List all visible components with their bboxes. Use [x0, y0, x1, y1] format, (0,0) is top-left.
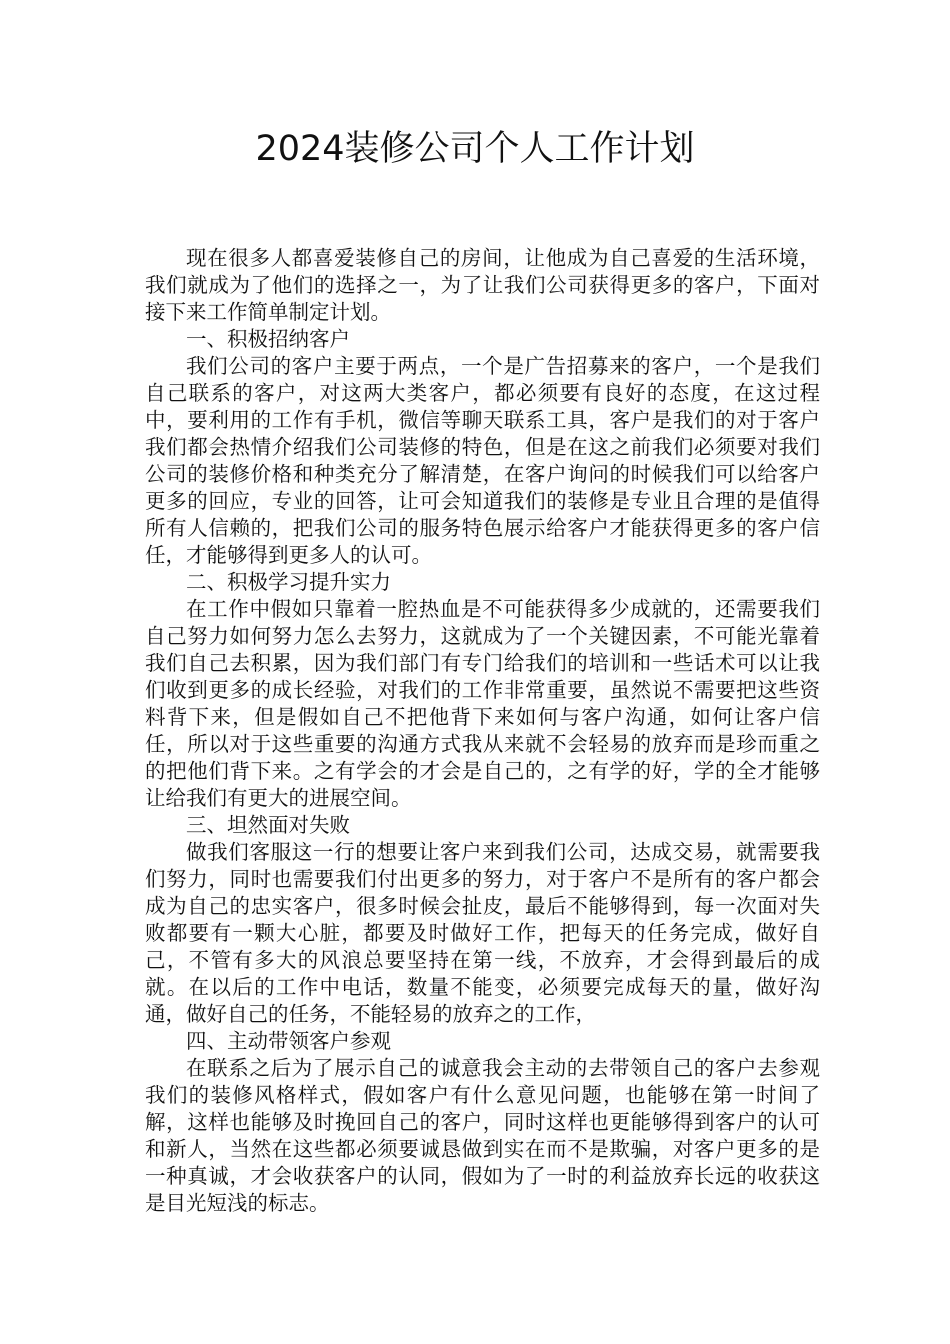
intro-paragraph: 现在很多人都喜爱装修自己的房间，让他成为自己喜爱的生活环境，我们就成为了他们的选择之一，为了让我们公司获得更多的客户，下面对接下来工作简单制定计划。	[145, 246, 820, 324]
section-paragraph-2: 在工作中假如只靠着一腔热血是不可能获得多少成就的，还需要我们自己努力如何努力怎么去努力，这就成为了一个关键因素，不可能光靠着我们自己去积累，因为我们部门有专门给我们的培训和一些话术可以让我们收到更多的成长经验，对我们的工作非常重要，虽然说不需要把这些资料背下来，但是假如自己不把他背下来如何与客户沟通，如何让客户信任，所以对于这些重要的沟通方式我从来就不会轻易的放弃而是珍而重之的把他们背下来。之有学会的才会是自己的，之有学的好，学的全才能够让给我们有更大的进展空间。	[145, 597, 820, 810]
section-heading-4: 四、主动带领客户参观	[186, 1029, 391, 1053]
section-paragraph-4: 在联系之后为了展示自己的诚意我会主动的去带领自己的客户去参观我们的装修风格样式，假如客户有什么意见问题，也能够在第一时间了解，这样也能够及时挽回自己的客户，同时这样也更能够得到客户的认可和新人，当然在这些都必须要诚恳做到实在而不是欺骗，对客户更多的是一种真诚，才会收获客户的认同，假如为了一时的利益放弃长远的收获这是目光短浅的标志。	[145, 1056, 820, 1215]
document-title: 2024装修公司个人工作计划	[255, 129, 695, 169]
section-paragraph-3: 做我们客服这一行的想要让客户来到我们公司，达成交易，就需要我们努力，同时也需要我们付出更多的努力，对于客户不是所有的客户都会成为自己的忠实客户，很多时候会扯皮，最后不能够得到，每一次面对失败都要有一颗大心脏，都要及时做好工作，把每天的任务完成，做好自己，不管有多大的风浪总要坚持在第一线，不放弃，才会得到最后的成就。在以后的工作中电话，数量不能变，必须要完成每天的量，做好沟通，做好自己的任务，不能轻易的放弃之的工作，	[145, 840, 820, 1026]
section-heading-2: 二、积极学习提升实力	[186, 570, 391, 594]
section-heading-3: 三、坦然面对失败	[186, 813, 350, 837]
document-body	[145, 245, 820, 1217]
section-paragraph-1: 我们公司的客户主要于两点，一个是广告招募来的客户，一个是我们自己联系的客户，对这两大类客户，都必须要有良好的态度，在这过程中，要利用的工作有手机，微信等聊天联系工具，客户是我们的对于客户我们都会热情介绍我们公司装修的特色，但是在这之前我们必须要对我们公司的装修价格和种类充分了解清楚，在客户询问的时候我们可以给客户更多的回应，专业的回答，让可会知道我们的装修是专业且合理的是值得所有人信赖的，把我们公司的服务特色展示给客户才能获得更多的客户信任，才能够得到更多人的认可。	[145, 354, 820, 567]
section-heading-1: 一、积极招纳客户	[186, 327, 350, 351]
